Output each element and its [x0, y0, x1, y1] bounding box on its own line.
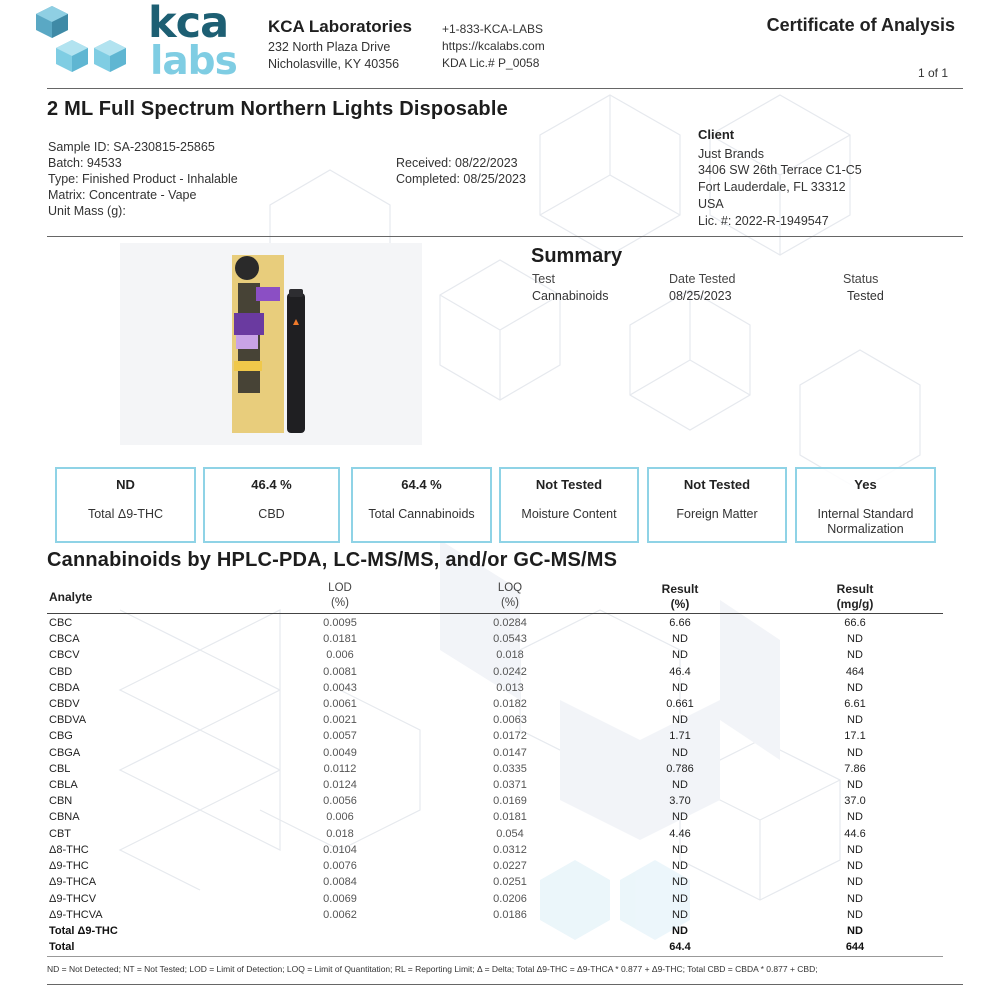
table-row — [47, 826, 943, 842]
result-pct-cell: ND — [672, 893, 688, 905]
table-row — [47, 664, 943, 680]
header-lod-unit: (%) — [331, 597, 349, 609]
analyte-cell: Δ9-THCA — [49, 876, 97, 888]
result-pct-cell: 0.786 — [666, 763, 694, 775]
logo-word-kca: kca — [148, 0, 229, 48]
lod-cell: 0.0062 — [323, 909, 357, 921]
result-mg-cell: 644 — [845, 941, 865, 953]
box-value: Yes — [854, 477, 877, 492]
summary-header-date: Date Tested — [669, 272, 736, 286]
lab-address-line1: 232 North Plaza Drive — [268, 40, 391, 54]
result-pct-cell: 3.70 — [669, 795, 691, 807]
result-pct-cell: ND — [672, 779, 688, 791]
box-value: 46.4 % — [251, 477, 292, 492]
table-row — [47, 680, 943, 696]
analyte-cell: CBCA — [49, 633, 80, 645]
footer-divider — [47, 984, 963, 985]
lod-cell: 0.0181 — [323, 633, 357, 645]
box-value: Not Tested — [535, 477, 603, 492]
analyte-cell: CBCV — [49, 649, 80, 661]
batch: Batch: 94533 — [48, 156, 122, 170]
lab-website: https://kcalabs.com — [442, 39, 545, 53]
analyte-cell: Δ9-THCV — [49, 893, 97, 905]
result-pct-cell: ND — [672, 925, 688, 937]
header-loq: LOQ — [497, 582, 523, 594]
table-row — [47, 874, 943, 890]
analyte-cell: CBG — [49, 730, 73, 742]
loq-cell: 0.0371 — [493, 779, 527, 791]
page-indicator: 1 of 1 — [917, 66, 948, 80]
header-result-mg: Result — [836, 582, 874, 596]
table-row — [47, 712, 943, 728]
summary-box-foreign-matter — [647, 467, 787, 543]
analyte-cell: CBDV — [49, 698, 80, 710]
logo-word-labs: labs — [150, 39, 237, 84]
result-mg-cell: ND — [847, 876, 863, 888]
table-row — [47, 891, 943, 907]
lab-name: KCA Laboratories — [268, 17, 412, 36]
result-mg-cell: 44.6 — [844, 828, 866, 840]
result-mg-cell: ND — [847, 909, 863, 921]
matrix: Matrix: Concentrate - Vape — [48, 188, 197, 202]
result-pct-cell: ND — [672, 714, 688, 726]
loq-cell: 0.0172 — [493, 730, 527, 742]
cannabinoids-section-title: Cannabinoids by HPLC-PDA, LC-MS/MS, and/or GC-MS/MS — [47, 549, 618, 571]
lod-cell: 0.0056 — [323, 795, 357, 807]
table-row — [47, 858, 943, 874]
product-photo — [120, 243, 422, 445]
analyte-cell: CBT — [49, 828, 71, 840]
result-mg-cell: ND — [847, 633, 863, 645]
result-pct-cell: ND — [672, 682, 688, 694]
table-bottom-divider — [47, 956, 943, 957]
result-pct-cell: ND — [672, 876, 688, 888]
info-divider — [47, 236, 963, 237]
table-row — [47, 728, 943, 744]
lod-cell: 0.0049 — [323, 747, 357, 759]
kca-labs-logo-icon — [34, 2, 134, 80]
result-pct-cell: ND — [672, 844, 688, 856]
loq-cell: 0.0251 — [493, 876, 527, 888]
lod-cell: 0.0043 — [323, 682, 357, 694]
result-pct-cell: 64.4 — [669, 941, 691, 953]
table-row — [47, 842, 943, 858]
result-pct-cell: 4.46 — [669, 828, 691, 840]
client-country: USA — [698, 197, 724, 211]
result-mg-cell: ND — [847, 860, 863, 872]
summary-box-total-cannabinoids — [351, 467, 492, 543]
result-mg-cell: ND — [847, 714, 863, 726]
analyte-cell: CBGA — [49, 747, 81, 759]
analyte-cell: Total — [49, 941, 75, 953]
table-row — [47, 761, 943, 777]
client-name: Just Brands — [698, 147, 765, 161]
document-title: Certificate of Analysis — [766, 15, 955, 35]
analyte-cell: CBL — [49, 763, 71, 775]
loq-cell: 0.0335 — [493, 763, 527, 775]
analyte-cell: CBD — [49, 666, 73, 678]
result-pct-cell: ND — [672, 649, 688, 661]
result-pct-cell: ND — [672, 633, 688, 645]
lod-cell: 0.0084 — [323, 876, 357, 888]
loq-cell: 0.0186 — [493, 909, 527, 921]
analyte-cell: Δ9-THC — [49, 860, 89, 872]
summary-box-cbd — [203, 467, 340, 543]
loq-cell: 0.0242 — [493, 666, 527, 678]
result-pct-cell: ND — [672, 860, 688, 872]
lab-phone: +1-833-KCA-LABS — [442, 22, 544, 36]
loq-cell: 0.0312 — [493, 844, 527, 856]
lod-cell: 0.0069 — [323, 893, 357, 905]
analyte-cell: Total Δ9-THC — [49, 925, 118, 937]
footnote: ND = Not Detected; NT = Not Tested; LOD = Limit of Detection; LOQ = Limit of Quantitation; RL = Reporting Limit; Δ = Delta; Total Δ9-THC = Δ9-THCA * 0.877 + Δ9-THC; Total CBD = CBDA * 0.877 + CBD; — [47, 964, 818, 974]
header-result-mg-unit: (mg/g) — [836, 597, 874, 611]
result-pct-cell: 0.661 — [666, 698, 694, 710]
loq-cell: 0.018 — [496, 649, 524, 661]
box-label: CBD — [258, 507, 285, 521]
table-row — [47, 777, 943, 793]
result-mg-cell: ND — [847, 844, 863, 856]
client-license: Lic. #: 2022-R-1949547 — [698, 214, 829, 228]
header-analyte: Analyte — [49, 590, 93, 604]
box-label: Moisture Content — [521, 507, 617, 521]
summary-box-total-d9-thc — [55, 467, 196, 543]
result-mg-cell: 17.1 — [844, 730, 866, 742]
unit-mass: Unit Mass (g): — [48, 204, 126, 218]
table-row — [47, 696, 943, 712]
analyte-cell: Δ9-THCVA — [49, 909, 103, 921]
result-pct-cell: 1.71 — [669, 730, 691, 742]
lod-cell: 0.0057 — [323, 730, 357, 742]
loq-cell: 0.0206 — [493, 893, 527, 905]
loq-cell: 0.0543 — [493, 633, 527, 645]
table-row — [47, 615, 943, 631]
result-mg-cell: ND — [847, 747, 863, 759]
sample-id: Sample ID: SA-230815-25865 — [48, 140, 215, 154]
table-row — [47, 907, 943, 923]
table-row — [47, 631, 943, 647]
summary-header-status: Status — [843, 272, 879, 286]
lod-cell: 0.0112 — [323, 763, 357, 775]
lod-cell: 0.018 — [326, 828, 354, 840]
lod-cell: 0.0095 — [323, 617, 357, 629]
lod-cell: 0.0124 — [323, 779, 357, 791]
client-address-line2: Fort Lauderdale, FL 33312 — [698, 180, 846, 194]
box-value: ND — [116, 477, 135, 492]
result-mg-cell: ND — [847, 811, 863, 823]
summary-box-moisture-content — [499, 467, 639, 543]
lod-cell: 0.0061 — [323, 698, 357, 710]
header-loq-unit: (%) — [501, 597, 519, 609]
result-pct-cell: 46.4 — [669, 666, 691, 678]
table-row-total — [47, 939, 943, 955]
table-row — [47, 793, 943, 809]
lod-cell: 0.006 — [326, 811, 354, 823]
summary-box-internal-standard — [795, 467, 936, 543]
result-pct-cell: ND — [672, 811, 688, 823]
result-mg-cell: 37.0 — [844, 795, 866, 807]
client-heading: Client — [698, 127, 735, 142]
box-value: Not Tested — [683, 477, 751, 492]
result-mg-cell: ND — [847, 893, 863, 905]
result-mg-cell: 66.6 — [844, 617, 866, 629]
summary-title: Summary — [531, 245, 623, 267]
header-divider — [47, 88, 963, 89]
summary-header-test: Test — [532, 272, 555, 286]
lod-cell: 0.0104 — [323, 844, 357, 856]
box-label: Total Cannabinoids — [368, 507, 475, 521]
result-mg-cell: 464 — [845, 666, 865, 678]
loq-cell: 0.013 — [496, 682, 524, 694]
product-title: 2 ML Full Spectrum Northern Lights Disposable — [47, 98, 508, 120]
lab-license: KDA Lic.# P_0058 — [442, 56, 540, 70]
loq-cell: 0.0284 — [493, 617, 527, 629]
lod-cell: 0.0081 — [323, 666, 357, 678]
result-mg-cell: ND — [847, 779, 863, 791]
table-row-total-d9-thc — [47, 923, 943, 939]
box-value: 64.4 % — [401, 477, 442, 492]
result-pct-cell: ND — [672, 909, 688, 921]
client-address-line1: 3406 SW 26th Terrace C1-C5 — [698, 163, 862, 177]
box-label: Foreign Matter — [676, 507, 758, 521]
header-lod: LOD — [328, 582, 352, 594]
table-row — [47, 647, 943, 663]
loq-cell: 0.0227 — [493, 860, 527, 872]
loq-cell: 0.0063 — [493, 714, 527, 726]
vape-product-icon — [120, 243, 422, 445]
box-label: Internal Standard Normalization — [817, 507, 914, 536]
result-mg-cell: ND — [847, 682, 863, 694]
result-pct-cell: ND — [672, 747, 688, 759]
lod-cell: 0.0021 — [323, 714, 357, 726]
summary-test-value: Cannabinoids — [532, 289, 609, 303]
box-label: Total Δ9-THC — [87, 507, 164, 521]
received-date: Received: 08/22/2023 — [396, 156, 518, 170]
loq-cell: 0.0181 — [493, 811, 527, 823]
result-mg-cell: ND — [847, 649, 863, 661]
loq-cell: 0.0182 — [493, 698, 527, 710]
loq-cell: 0.054 — [496, 828, 524, 840]
product-type: Type: Finished Product - Inhalable — [48, 172, 238, 186]
analyte-cell: CBDA — [49, 682, 80, 694]
table-row — [47, 745, 943, 761]
summary-date-value: 08/25/2023 — [669, 289, 732, 303]
analyte-cell: CBDVA — [49, 714, 87, 726]
header-result-pct-unit: (%) — [670, 597, 690, 611]
result-mg-cell: 6.61 — [844, 698, 866, 710]
lod-cell: 0.0076 — [323, 860, 357, 872]
loq-cell: 0.0147 — [493, 747, 527, 759]
table-row — [47, 809, 943, 825]
result-pct-cell: 6.66 — [669, 617, 691, 629]
header-result-pct: Result — [661, 582, 699, 596]
lod-cell: 0.006 — [326, 649, 354, 661]
analyte-cell: Δ8-THC — [49, 844, 89, 856]
lab-address-line2: Nicholasville, KY 40356 — [268, 57, 400, 71]
analyte-cell: CBNA — [49, 811, 80, 823]
table-header-divider — [47, 613, 943, 614]
analyte-cell: CBLA — [49, 779, 78, 791]
analyte-cell: CBC — [49, 617, 73, 629]
result-mg-cell: 7.86 — [844, 763, 866, 775]
loq-cell: 0.0169 — [493, 795, 527, 807]
result-mg-cell: ND — [847, 925, 863, 937]
summary-status-value: Tested — [847, 289, 884, 303]
analyte-cell: CBN — [49, 795, 73, 807]
completed-date: Completed: 08/25/2023 — [396, 172, 526, 186]
